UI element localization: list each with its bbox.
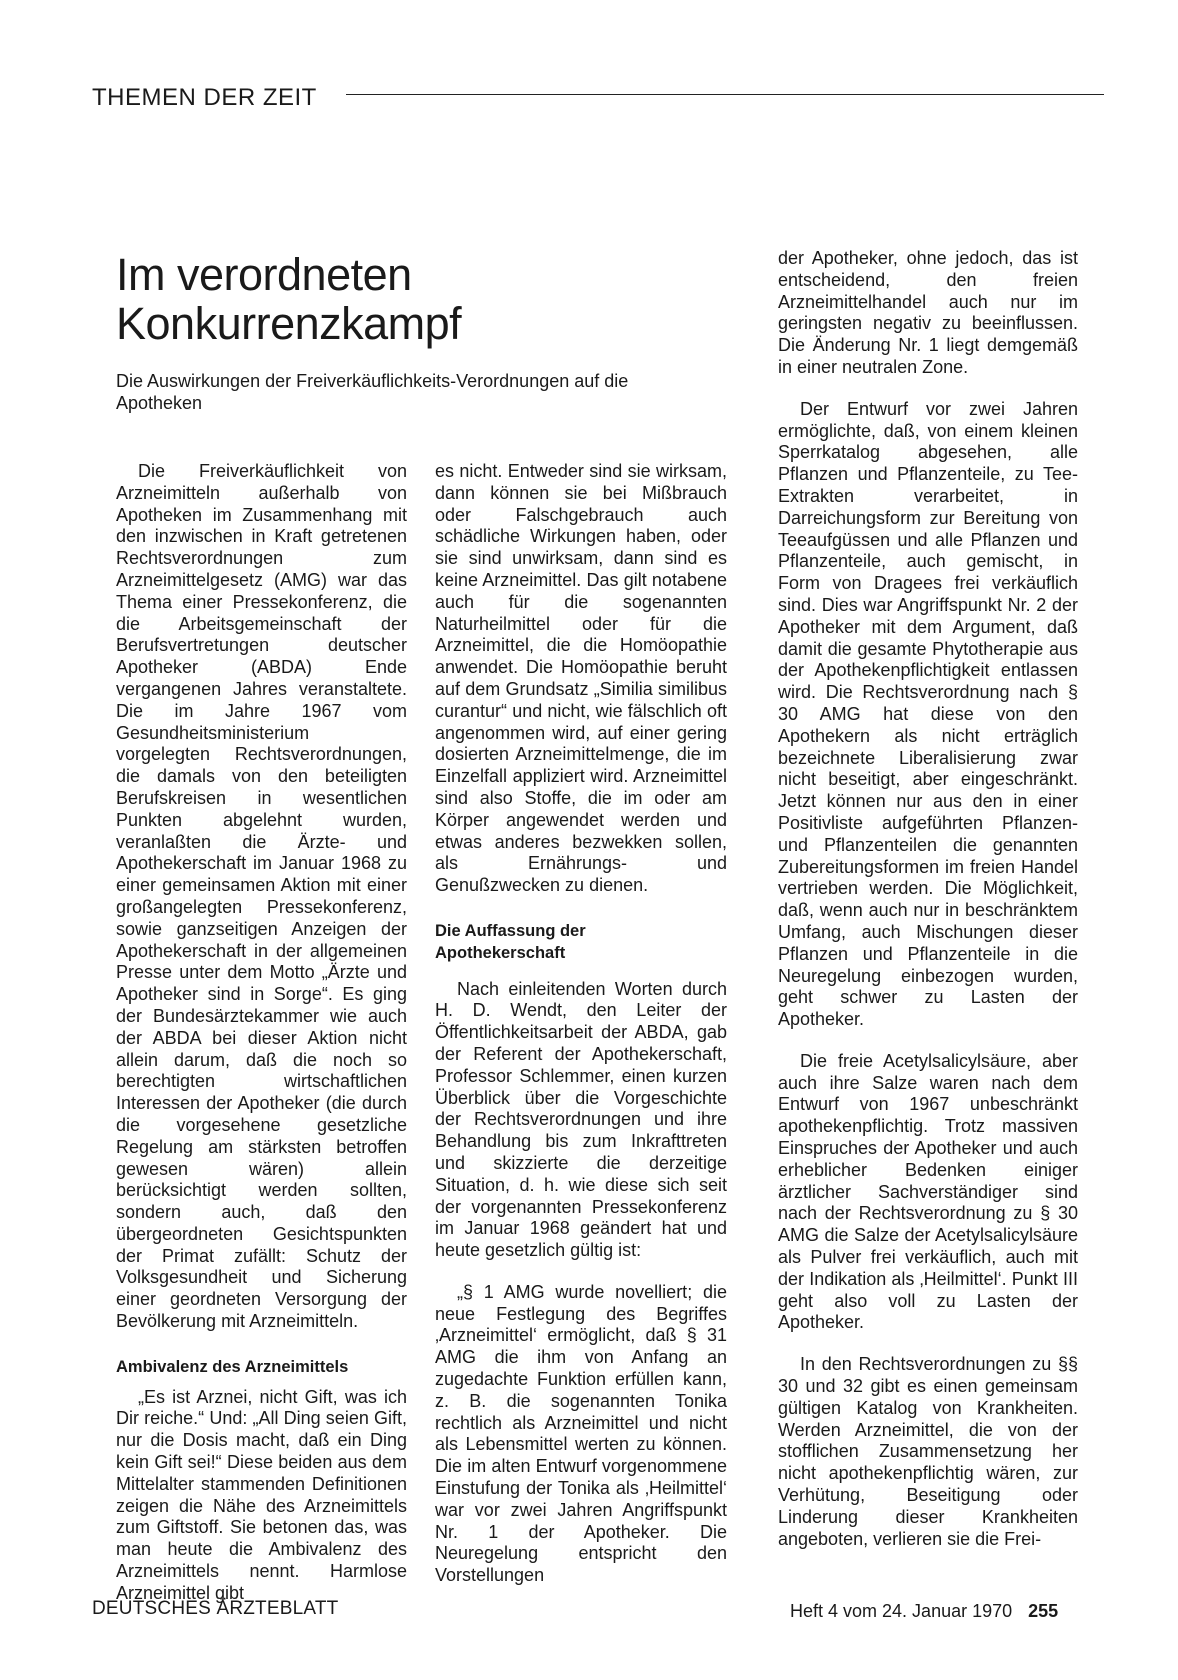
issue-info — [790, 1601, 1058, 1622]
paragraph: es nicht. Entweder sind sie wirksam, dann können sie bei Mißbrauch oder Falschgebrauch auch schädliche Wirkungen haben, oder sie sind unwirksam, dann sind es keine Arzneimittel. Das gilt notabene auch für die sogenannten Naturheilmittel oder für die Arzneimittel, die die Homöopathie anwendet. Die Homöopathie beruht auf dem Grundsatz „Similia similibus curantur“ und nicht, wie fälschlich oft angenommen wird, auf einer gering dosierten Arzneimittelmenge, die im Einzelfall appliziert wird. Arzneimittel sind also Stoffe, die im oder am Körper angewendet werden und etwas anderes bezwekken sollen, als Ernährungs- und Genußzwecken zu dienen. — [435, 461, 727, 896]
article-subtitle: Die Auswirkungen der Freiverkäuflichkeits-Verordnungen auf die Apotheken — [116, 371, 629, 413]
subheading-ambivalenz: Ambivalenz des Arzneimittels — [116, 1357, 349, 1376]
journal-name: DEUTSCHES ÄRZTEBLATT — [92, 1598, 339, 1619]
paragraph: Die freie Acetylsalicylsäure, aber auch ihre Salze waren nach dem Entwurf von 1967 unbeschränkt apothekenpflichtig. Trotz massiven Einspruches der Apotheker und auch erheblicher Bedenken einiger ärztlicher Sachverständiger sind nach der Rechtsverordnung zu § 30 AMG die Salze der Acetylsalicylsäure als Pulver frei verkäuflich, auch mit der Indikation als ‚Heilmittel‘. Punkt III geht also voll zu Lasten der Apotheker. — [778, 1050, 1078, 1333]
text-column-3 — [778, 248, 1078, 1550]
text-column-1 — [116, 461, 407, 1605]
paragraph: Die Freiverkäuflichkeit von Arzneimitteln außerhalb von Apotheken im Zusammenhang mit den inzwischen in Kraft getretenen Rechtsverordnungen zum Arzneimittelgesetz (AMG) war das Thema einer Pressekonferenz, die die Arbeitsgemeinschaft der Berufsvertretungen deutscher Apotheker (ABDA) Ende vergangenen Jahres veranstaltete. Die im Jahre 1967 vom Gesundheitsministerium vorgelegten Rechtsverordnungen, die damals von den beteiligten Berufskreisen in wesentlichen Punkten abgelehnt wurden, veranlaßten die Ärzte- und Apothekerschaft im Januar 1968 zu einer gemeinsamen Aktion mit einer großangelegten Pressekonferenz, sowie ganzseitigen Anzeigen der Apothekerschaft in der allgemeinen Presse unter dem Motto „Ärzte und Apotheker sind in Sorge“. Es ging der Bundesärztekammer wie auch der ABDA bei dieser Aktion nicht allein darum, daß die noch so berechtigten wirtschaftlichen Interessen der Apotheker (die durch die vorgesehene gesetzliche Regelung am stärksten betroffen gewesen wären) allein berücksichtigt werden sollten, sondern auch, daß den übergeordneten Gesichtspunkten der Primat zufällt: Schutz der Volksgesundheit und Sicherung einer geordneten Versorgung der Bevölkerung mit Arzneimitteln. — [116, 461, 407, 1332]
paragraph: Der Entwurf vor zwei Jahren ermöglichte, daß, von einem kleinen Sperrkatalog abgesehen, alle Pflanzen und Pflanzenteile, zu Tee-Extrakten verarbeitet, in Darreichungsform zur Bereitung von Teeaufgüssen und alle Pflanzen und Pflanzenteile, auch gemischt, in Form von Dragees frei verkäuflich sind. Dies war Angriffspunkt Nr. 2 der Apotheker mit dem Argument, daß damit die gesamte Phytotherapie aus der Apothekenpflichtigkeit entlassen wird. Die Rechtsverordnung nach § 30 AMG hat diese von den Apothekern als nicht erträglich bezeichnete Liberalisierung zwar nicht beseitigt, aber eingeschränkt. Jetzt können nur aus den in einer Positivliste aufgeführten Pflanzen- und Pflanzenteilen die genannten Zubereitungsformen im freien Handel vertrieben werden. Die Möglichkeit, daß, wenn auch nur in beschränktem Umfang, auch Mischungen dieser Pflanzen und Pflanzenteile in die Neuregelung einbezogen wurden, geht schwer zu Lasten der Apotheker. — [778, 398, 1078, 1030]
article-title — [116, 250, 676, 348]
page-number: 255 — [1028, 1601, 1059, 1621]
title-line-1: Im verordneten — [116, 249, 412, 300]
paragraph: „Es ist Arznei, nicht Gift, was ich Dir reiche.“ Und: „All Ding seien Gift, nur die Dosis macht, daß ein Ding kein Gift sei!“ Diese beiden aus dem Mittelalter stammenden Definitionen zeigen die Nähe des Arzneimittels zum Giftstoff. Sie betonen das, was man heute die Ambivalenz des Arzneimittels nennt. Harmlose Arzneimittel gibt — [116, 1386, 407, 1603]
section-heading: THEMEN DER ZEIT — [92, 84, 317, 111]
text-column-2 — [435, 461, 727, 1587]
subheading-auffassung: Die Auffassung der Apothekerschaft — [435, 921, 586, 962]
paragraph: In den Rechtsverordnungen zu §§ 30 und 32 gibt es einen gemeinsam gültigen Katalog von Krankheiten. Werden Arzneimittel, die von der stofflichen Zusammensetzung her nicht apothekenpflichtig wären, zur Verhütung, Beseitigung oder Linderung dieser Krankheiten angeboten, verlieren sie die Frei- — [778, 1354, 1078, 1549]
header-rule — [346, 94, 1104, 95]
paragraph: der Apotheker, ohne jedoch, das ist entscheidend, den freien Arzneimittelhandel auch nur im geringsten negativ zu beeinflussen. Die Änderung Nr. 1 liegt demgemäß in einer neutralen Zone. — [778, 248, 1078, 377]
paragraph: Nach einleitenden Worten durch H. D. Wendt, den Leiter der Öffentlichkeitsarbeit der ABDA, gab der Referent der Apothekerschaft, Professor Schlemmer, einen kurzen Überblick über die Vorgeschichte der Rechtsverordnungen und ihre Behandlung bis zum Inkrafttreten und skizzierte die derzeitige Situation, d. h. wie diese sich seit der vorgenannten Pressekonferenz im Januar 1968 geändert hat und heute gesetzlich gültig ist: — [435, 978, 727, 1261]
issue-date: Heft 4 vom 24. Januar 1970 — [790, 1601, 1013, 1621]
paragraph: „§ 1 AMG wurde novelliert; die neue Festlegung des Begriffes ‚Arzneimittel‘ ermöglicht, daß § 31 AMG die ihm von Anfang an zugedachte Funktion erfüllen kann, z. B. die sogenannten Tonika rechtlich als Arzneimittel und nicht als Lebensmittel werten zu können. Die im alten Entwurf vorgenommene Einstufung der Tonika als ‚Heilmittel‘ war vor zwei Jahren Angriffspunkt Nr. 1 der Apotheker. Die Neuregelung entspricht den Vorstellungen — [435, 1281, 727, 1586]
title-line-2: Konkurrenzkampf — [116, 298, 462, 349]
